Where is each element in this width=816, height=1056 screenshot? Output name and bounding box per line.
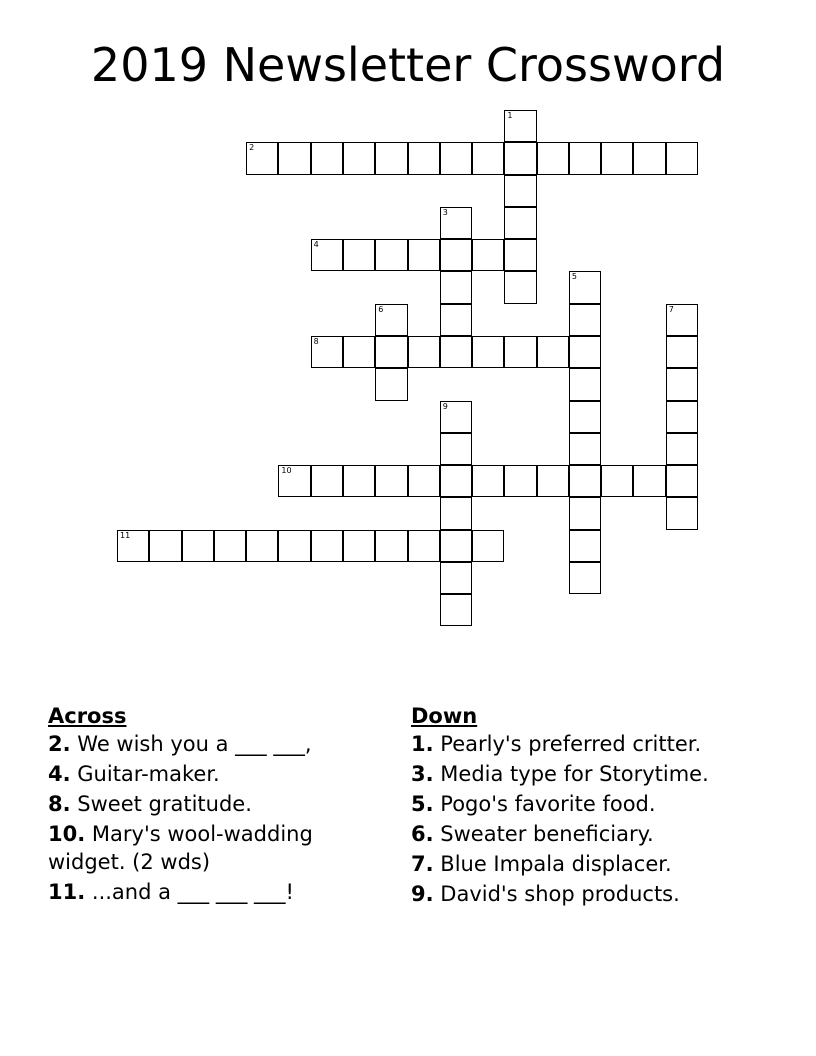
- grid-cell[interactable]: [440, 207, 472, 239]
- grid-cell[interactable]: [601, 142, 633, 174]
- cell-number: 10: [281, 466, 292, 476]
- grid-cell[interactable]: [440, 271, 472, 303]
- grid-cell[interactable]: [601, 465, 633, 497]
- grid-cell[interactable]: [504, 239, 536, 271]
- grid-cell[interactable]: [472, 465, 504, 497]
- grid-cell[interactable]: [440, 530, 472, 562]
- grid-cell[interactable]: [214, 530, 246, 562]
- grid-cell[interactable]: [408, 142, 440, 174]
- across-clues: [48, 702, 378, 908]
- clue-text: ...and a ___ ___ ___!: [91, 880, 294, 904]
- grid-cell[interactable]: [440, 142, 472, 174]
- clue-number: 9.: [411, 882, 434, 906]
- cell-number: 5: [571, 272, 577, 282]
- grid-cell[interactable]: [569, 401, 601, 433]
- grid-cell[interactable]: [504, 271, 536, 303]
- clue-number: 8.: [48, 792, 71, 816]
- grid-cell[interactable]: [569, 465, 601, 497]
- grid-cell[interactable]: [666, 465, 698, 497]
- clue-down-3: [411, 760, 771, 788]
- clue-down-9: [411, 880, 771, 908]
- cell-number: 9: [442, 401, 448, 411]
- clue-text: David's shop products.: [440, 882, 680, 906]
- clue-text: Media type for Storytime.: [440, 762, 709, 786]
- grid-cell[interactable]: [408, 239, 440, 271]
- grid-cell[interactable]: [440, 562, 472, 594]
- clue-text: Sweater beneficiary.: [440, 822, 654, 846]
- clue-number: 2.: [48, 732, 71, 756]
- grid-cell[interactable]: [472, 336, 504, 368]
- grid-cell[interactable]: [311, 239, 343, 271]
- grid-cell[interactable]: [375, 368, 407, 400]
- grid-cell[interactable]: [375, 530, 407, 562]
- grid-cell[interactable]: [440, 497, 472, 529]
- clue-across-8: [48, 790, 378, 818]
- cell-number: 1: [507, 111, 513, 120]
- clue-number: 5.: [411, 792, 434, 816]
- grid-cell[interactable]: [569, 336, 601, 368]
- down-heading: Down: [411, 704, 478, 728]
- cell-number: 2: [249, 143, 255, 153]
- clue-across-10: [48, 820, 378, 876]
- grid-cell[interactable]: [666, 304, 698, 336]
- grid-cell[interactable]: [246, 142, 278, 174]
- clue-text: We wish you a ___ ___,: [77, 732, 312, 756]
- clue-across-2: [48, 730, 378, 758]
- grid-cell[interactable]: [569, 142, 601, 174]
- cell-number: 3: [442, 207, 448, 217]
- grid-cell[interactable]: [375, 465, 407, 497]
- clue-number: 10.: [48, 822, 86, 846]
- grid-cell[interactable]: [472, 239, 504, 271]
- clue-number: 7.: [411, 852, 434, 876]
- grid-cell[interactable]: [375, 304, 407, 336]
- grid-cell[interactable]: [311, 336, 343, 368]
- grid-cell[interactable]: [569, 368, 601, 400]
- clue-text: Pogo's favorite food.: [440, 792, 656, 816]
- clue-down-5: [411, 790, 771, 818]
- grid-cell[interactable]: [472, 530, 504, 562]
- grid-cell[interactable]: [311, 142, 343, 174]
- grid-cell[interactable]: [311, 465, 343, 497]
- grid-cell[interactable]: [440, 594, 472, 626]
- clue-across-11: [48, 878, 378, 906]
- grid-cell[interactable]: [278, 142, 310, 174]
- clue-text: Pearly's preferred critter.: [440, 732, 702, 756]
- grid-cell[interactable]: [666, 336, 698, 368]
- grid-cell[interactable]: [343, 142, 375, 174]
- grid-cell[interactable]: [569, 433, 601, 465]
- grid-cell[interactable]: [182, 530, 214, 562]
- grid-cell[interactable]: [504, 110, 536, 142]
- grid-cell[interactable]: [117, 530, 149, 562]
- cell-number: 4: [313, 240, 319, 250]
- clue-number: 6.: [411, 822, 434, 846]
- grid-cell[interactable]: [440, 239, 472, 271]
- grid-cell[interactable]: [569, 530, 601, 562]
- grid-cell[interactable]: [246, 530, 278, 562]
- grid-cell[interactable]: [537, 465, 569, 497]
- grid-cell[interactable]: [569, 304, 601, 336]
- clue-text: Mary's wool-wadding widget. (2 wds): [48, 822, 313, 874]
- grid-cell[interactable]: [666, 497, 698, 529]
- clue-down-6: [411, 820, 771, 848]
- cell-number: 11: [120, 530, 131, 540]
- grid-cell[interactable]: [569, 497, 601, 529]
- grid-cell[interactable]: [343, 465, 375, 497]
- grid-cell[interactable]: [504, 142, 536, 174]
- page-title: 2019 Newsletter Crossword: [90, 38, 726, 92]
- clue-number: 11.: [48, 880, 86, 904]
- grid-cell[interactable]: [343, 336, 375, 368]
- grid-cell[interactable]: [666, 368, 698, 400]
- grid-cell[interactable]: [278, 530, 310, 562]
- grid-cell[interactable]: [537, 336, 569, 368]
- clue-text: Sweet gratitude.: [77, 792, 252, 816]
- grid-cell[interactable]: [504, 336, 536, 368]
- grid-cell[interactable]: [440, 304, 472, 336]
- clue-text: Blue Impala displacer.: [440, 852, 672, 876]
- grid-cell[interactable]: [666, 142, 698, 174]
- cell-number: 8: [313, 336, 319, 346]
- clue-down-1: [411, 730, 771, 758]
- grid-cell[interactable]: [440, 401, 472, 433]
- grid-cell[interactable]: [375, 142, 407, 174]
- clue-number: 1.: [411, 732, 434, 756]
- grid-cell[interactable]: [633, 142, 665, 174]
- grid-cell[interactable]: [375, 239, 407, 271]
- grid-cell[interactable]: [504, 207, 536, 239]
- grid-cell[interactable]: [408, 336, 440, 368]
- grid-cell[interactable]: [666, 433, 698, 465]
- clue-number: 3.: [411, 762, 434, 786]
- grid-cell[interactable]: [278, 465, 310, 497]
- grid-cell[interactable]: [504, 175, 536, 207]
- grid-cell[interactable]: [569, 562, 601, 594]
- grid-cell[interactable]: [472, 142, 504, 174]
- clue-across-4: [48, 760, 378, 788]
- grid-cell[interactable]: [537, 142, 569, 174]
- grid-cell[interactable]: [666, 401, 698, 433]
- clue-text: Guitar-maker.: [77, 762, 220, 786]
- cell-number: 7: [668, 304, 674, 314]
- grid-cell[interactable]: [408, 465, 440, 497]
- clue-down-7: [411, 850, 771, 878]
- grid-cell[interactable]: [149, 530, 181, 562]
- grid-cell[interactable]: [633, 465, 665, 497]
- grid-cell[interactable]: [311, 530, 343, 562]
- down-clues: [411, 702, 771, 910]
- grid-cell[interactable]: [375, 336, 407, 368]
- grid-cell[interactable]: [408, 530, 440, 562]
- grid-cell[interactable]: [343, 239, 375, 271]
- grid-cell[interactable]: [504, 465, 536, 497]
- across-heading: Across: [48, 704, 127, 728]
- grid-cell[interactable]: [440, 465, 472, 497]
- grid-cell[interactable]: [343, 530, 375, 562]
- grid-cell[interactable]: [440, 336, 472, 368]
- cell-number: 6: [378, 304, 384, 314]
- clue-number: 4.: [48, 762, 71, 786]
- grid-cell[interactable]: [440, 433, 472, 465]
- grid-cell[interactable]: [569, 271, 601, 303]
